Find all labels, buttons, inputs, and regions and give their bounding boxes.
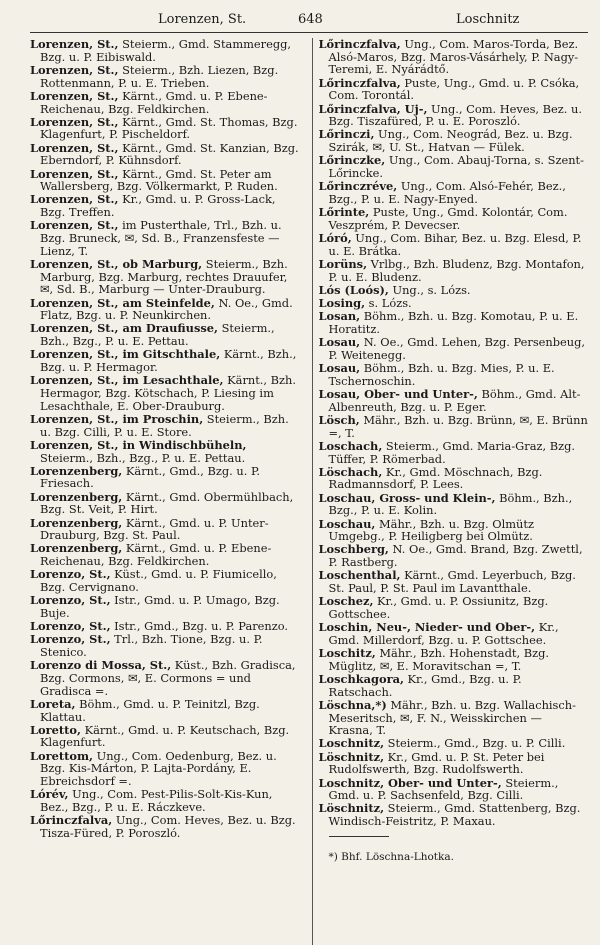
entry-details: Kr., Gmd. u. P. Gross-Lack, Bzg. Treffen. (40, 192, 276, 220)
gazetteer-entry (319, 310, 589, 335)
gazetteer-entry (30, 297, 300, 322)
gazetteer-entry (319, 180, 589, 205)
entry-place-name: Loschberg, (318, 542, 389, 557)
entry-details: Ung., Com. Maros-Torda, Bez. Alsó-Maros, Bzg. Maros-Vásárhely, P. Nagy-Teremi, E. Nyárádtő. (328, 38, 579, 77)
entry-details: Steierm., Bzh. Liezen, Bzg. Rottenmann, P. u. E. Trieben. (40, 62, 279, 90)
gazetteer-entry (319, 128, 589, 153)
entry-place-name: Losau, (318, 361, 361, 376)
entry-details: Kr., Gmd. u. P. St. Peter bei Rudolfswerth, Bzg. Rudolfswerth. (328, 749, 545, 777)
entry-place-name: Löschnitz, (318, 801, 385, 816)
entry-place-name: Lorenzen, St., (30, 166, 119, 181)
entry-details: Ung., Com. Abauj-Torna, s. Szent-Lőrincke. (328, 153, 584, 181)
columns (30, 38, 588, 945)
entry-place-name: Losau, Ober- und Unter-, (318, 386, 478, 401)
entry-place-name: Loschnitz, (318, 736, 385, 751)
gazetteer-entry (30, 219, 300, 257)
entry-place-name: Lorenzen, St., (30, 140, 119, 155)
entry-details: Böhm., Bzh. u. Bzg. Komotau, P. u. E. Horatitz. (328, 309, 579, 336)
gazetteer-entry (30, 439, 300, 464)
entry-details: Steierm., Gmd. Stattenberg, Bzg. Windisch-Feistritz, P. Maxau. (328, 801, 581, 829)
entry-place-name: Löschna,*) (318, 697, 387, 712)
gazetteer-entry (319, 518, 589, 543)
left-column (30, 38, 300, 945)
entry-place-name: Lorenzen, St., (30, 38, 119, 51)
gazetteer-entry (30, 465, 300, 490)
right-column (312, 38, 589, 945)
entry-place-name: Losau, (318, 335, 361, 350)
entry-place-name: Loschez, (318, 594, 374, 609)
entry-details: Kärnt., Gmd. St. Thomas, Bzg. Klagenfurt, P. Pischeldorf. (40, 114, 298, 142)
entry-details: Steierm., Bzh. u. Bzg. Cilli, P. u. E. Store. (40, 411, 289, 439)
entry-details: Ung., Com. Alsó-Fehér, Bez., Bzg., P. u. E. Nagy-Enyed. (328, 179, 566, 206)
gazetteer-entry (30, 633, 300, 658)
gazetteer-entry (319, 206, 589, 231)
gazetteer-entry (319, 737, 589, 750)
entry-details: Mähr., Bzh. u. Bzg. Brünn, ✉, E. Brünn =, T. (328, 412, 588, 440)
entry-details: Ung., Com. Pest-Pilis-Solt-Kis-Kun, Bez., Bzg., P. u. E. Ráczkeve. (40, 787, 273, 814)
entry-details: Kärnt., Bzh., Bzg. u. P. Hermagor. (40, 347, 297, 375)
gazetteer-entry (30, 750, 300, 788)
entry-details: Ung., Com. Heves, Bez. u. Bzg. Tisza-Füred, P. Poroszló. (40, 813, 296, 840)
entry-details: Puste, Ung., Gmd. u. P. Csóka, Com. Torontál. (328, 75, 580, 103)
entry-place-name: Loschau, Gross- und Klein-, (318, 490, 496, 505)
entry-details: Kr., Gmd. Millerdorf, Bzg. u. P. Gottschee. (328, 620, 559, 647)
entry-details: Istr., Gmd., Bzg. u. P. Parenzo. (110, 619, 289, 634)
entry-details: Steierm., Gmd. Stammeregg, Bzg. u. P. Eibiswald. (40, 38, 292, 64)
gazetteer-entry (319, 621, 589, 646)
entry-place-name: Löschnitz, (318, 749, 385, 764)
entry-place-name: Loschau, (318, 516, 376, 531)
entry-details: Vrlbg., Bzh. Bludenz, Bzg. Montafon, P. u. E. Bludenz. (328, 256, 585, 284)
gazetteer-entry (319, 569, 589, 594)
entry-details: Kärnt., Gmd. u. P. Ebene-Reichenau, Bzg. Feldkirchen. (40, 541, 272, 569)
entry-details: Mähr., Bzh. u. Bzg. Olmütz Umgebg., P. Heiligberg bei Olmütz. (328, 516, 534, 544)
gazetteer-entry (30, 193, 300, 218)
entry-place-name: Lorenzen, St., (30, 88, 119, 103)
entry-details: Steierm., Bzh. Marburg, Bzg. Marburg, rechtes Drauufer, ✉, Sd. B., Marburg — Unter-Drauburg. (40, 256, 288, 297)
entry-place-name: Lorüns, (318, 256, 368, 271)
gazetteer-entry (30, 116, 300, 141)
entry-place-name: Lóró, (318, 231, 352, 246)
gazetteer-entry (319, 647, 589, 672)
gazetteer-entry (30, 620, 300, 633)
gazetteer-entry (30, 698, 300, 723)
gazetteer-entry (30, 542, 300, 567)
entry-details: Trl., Bzh. Tione, Bzg. u. P. Stenico. (40, 632, 263, 660)
gazetteer-entry (319, 466, 589, 491)
gazetteer-entry (319, 673, 589, 698)
entry-details: Ung., Com. Oedenburg, Bez. u. Bzg. Kis-Márton, P. Lajta-Pordány, E. Ebreichsdorf =. (40, 748, 277, 789)
gazetteer-entry (319, 232, 589, 257)
entry-details: Mähr., Bzh. u. Bzg. Wallachisch-Meseritsch, ✉, F. N., Weisskirchen — Krasna, T. (328, 697, 576, 738)
entry-details: Kr., Gmd. u. P. Ossiunitz, Bzg. Gottschee. (328, 594, 549, 621)
entry-place-name: Lorenzo di Mossa, St., (30, 658, 172, 673)
gazetteer-entry (30, 64, 300, 89)
gazetteer-entry (319, 258, 589, 283)
header-right-catchword: Loschnitz (456, 12, 520, 27)
entry-details: Kärnt., Gmd. u. P. Ebene-Reichenau, Bzg. Feldkirchen. (40, 88, 268, 116)
entry-details: Böhm., Bzh., Bzg., P. u. E. Kolin. (328, 490, 573, 518)
header-rule (30, 32, 588, 33)
gazetteer-entry (319, 802, 589, 827)
entry-details: Kärnt., Gmd. u. P. Unter-Drauburg, Bzg. St. Paul. (40, 515, 269, 543)
entry-place-name: Loschach, (318, 438, 383, 453)
entry-place-name: Lórév, (30, 787, 69, 802)
entry-details: N. Oe., Gmd. Flatz, Bzg. u. P. Neunkirchen. (40, 295, 293, 323)
entry-details: Kärnt., Gmd. u. P. Keutschach, Bzg. Klagenfurt. (40, 722, 290, 750)
entry-details: Böhm., Gmd. Alt-Albenreuth, Bzg. u. P. Eger. (328, 386, 581, 414)
entry-details: Steierm., Gmd. u. P. Sachsenfeld, Bzg. Cilli. (328, 775, 559, 803)
entry-details: Ung., Com. Neográd, Bez. u. Bzg. Szirák, ✉, U. St., Hatvan — Fülek. (328, 127, 573, 155)
entry-place-name: Lorenzo, St., (30, 619, 111, 634)
entry-place-name: Lorenzen, St., (30, 218, 119, 233)
entry-details: Kärnt., Gmd. Leyerbuch, Bzg. St. Paul, P. St. Paul im Lavantthale. (328, 568, 576, 596)
entry-place-name: Lorenzen, St., (30, 62, 119, 77)
entry-details: s. Lózs. (365, 296, 412, 311)
entry-details: Kärnt., Gmd., Bzg. u. P. Friesach. (40, 463, 260, 491)
gazetteer-entry (319, 103, 589, 128)
entry-details: im Pusterthale, Trl., Bzh. u. Bzg. Bruneck, ✉, Sd. B., Franzensfeste — Lienz, T. (40, 218, 282, 258)
entry-place-name: Losing, (318, 296, 366, 311)
entry-place-name: Loretto, (30, 722, 81, 737)
gazetteer-entry (30, 90, 300, 115)
entry-details: Kärnt., Gmd. St. Peter am Wallersberg, Bzg. Völkermarkt, P. Ruden. (40, 166, 278, 194)
entry-details: N. Oe., Gmd. Brand, Bzg. Zwettl, P. Rastberg. (328, 542, 583, 570)
entry-place-name: Lorenzen, St., (30, 114, 119, 129)
gazetteer-entry (30, 168, 300, 193)
entry-place-name: Lorenzenberg, (30, 463, 123, 478)
gazetteer-entry (30, 724, 300, 749)
gazetteer-entry (30, 322, 300, 347)
gazetteer-entry (319, 751, 589, 776)
gazetteer-entry (30, 568, 300, 593)
entry-place-name: Lorenzo, St., (30, 567, 111, 582)
entry-place-name: Lőrinczke, (318, 153, 386, 168)
entry-details: Istr., Gmd. u. P. Umago, Bzg. Buje. (40, 593, 280, 620)
entry-place-name: Lorenzo, St., (30, 632, 111, 647)
entry-details: Küst., Bzh. Gradisca, Bzg. Cormons, ✉, E. Cormons = und Gradisca =. (40, 658, 296, 698)
gazetteer-entry (30, 594, 300, 619)
gazetteer-entry (30, 374, 300, 412)
entry-details: Kr., Gmd., Bzg. u. P. Ratschach. (328, 671, 522, 699)
entry-details: Kr., Gmd. Möschnach, Bzg. Radmannsdorf, P. Lees. (328, 464, 543, 492)
gazetteer-entry (319, 284, 589, 297)
entry-place-name: Lőrinczfalva, Uj-, (318, 101, 428, 116)
gazetteer-entry (319, 362, 589, 387)
entry-place-name: Lőrinczfalva, (318, 38, 401, 51)
entry-details: Ung., Com. Bihar, Bez. u. Bzg. Elesd, P. u. E. Brátka. (328, 231, 582, 258)
entry-details: N. Oe., Gmd. Lehen, Bzg. Persenbeug, P. Weitenegg. (328, 335, 586, 362)
gazetteer-entry (319, 388, 589, 413)
gazetteer-entry (30, 659, 300, 697)
entry-place-name: Loschkagora, (318, 671, 404, 686)
footnote: *) Bhf. Löschna-Lhotka. (328, 850, 454, 863)
header-left-catchword: Lorenzen, St. (158, 12, 247, 27)
entry-details: Kärnt., Bzh. Hermagor, Bzg. Kötschach, P. Liesing im Lesachthale, E. Ober-Drauburg. (40, 373, 297, 413)
entry-place-name: Lorenzo, St., (30, 593, 111, 608)
gazetteer-entry (30, 517, 300, 542)
entry-place-name: Löschach, (318, 464, 383, 479)
entry-place-name: Lorenzenberg, (30, 515, 123, 530)
gazetteer-entry (319, 777, 589, 802)
gazetteer-entry (319, 336, 589, 361)
entry-place-name: Lós (Loós), (318, 282, 389, 297)
gazetteer-entry (319, 38, 589, 76)
gazetteer-entry (319, 154, 589, 179)
entry-place-name: Losan, (318, 309, 361, 324)
entry-details: Steierm., Gmd., Bzg. u. P. Cilli. (384, 736, 566, 751)
entry-details: Steierm., Gmd. Maria-Graz, Bzg. Tüffer, P. Römerbad. (328, 438, 576, 466)
gazetteer-entry (319, 77, 589, 102)
entry-place-name: Loschin, Neu-, Nieder- und Ober-, (318, 620, 536, 635)
gazetteer-entry (30, 38, 300, 63)
entry-details: Ung., Com. Heves, Bez. u. Bzg. Tiszafüred, P. u. E. Poroszló. (328, 101, 582, 129)
gazetteer-entry (319, 297, 589, 310)
entry-details: Ung., s. Lózs. (388, 282, 471, 297)
entry-place-name: Loreta, (30, 696, 76, 711)
entry-details: Puste, Ung., Gmd. Kolontár, Com. Veszprém, P. Devecser. (328, 205, 568, 232)
entry-place-name: Loschenthal, (318, 568, 401, 583)
gazetteer-entry (319, 543, 589, 568)
gazetteer-entry (319, 699, 589, 737)
entry-place-name: Loschnitz, Ober- und Unter-, (318, 775, 502, 790)
gazetteer-entry (319, 414, 589, 439)
entry-place-name: Lorenzenberg, (30, 541, 123, 556)
entry-place-name: Lorenzen, St., im Gitschthale, (30, 347, 221, 362)
entry-place-name: Lorenzen, St., ob Marburg, (30, 256, 203, 271)
gazetteer-entry (30, 814, 300, 839)
entry-details: Steierm., Bzh., Bzg., P. u. E. Pettau. (40, 321, 275, 349)
entry-place-name: Lorenzen, St., am Draufiusse, (30, 321, 218, 336)
entry-place-name: Lőrinczi, (318, 127, 375, 142)
entry-place-name: Loschitz, (318, 646, 376, 661)
gazetteer-entry (30, 413, 300, 438)
entry-place-name: Lorenzen, St., (30, 192, 119, 207)
gazetteer-entry (319, 440, 589, 465)
entry-details: Küst., Gmd. u. P. Fiumicello, Bzg. Cervignano. (40, 567, 277, 595)
entry-place-name: Lorenzen, St., in Windischbüheln, (30, 437, 247, 452)
entry-place-name: Lorenzen, St., im Proschin, (30, 411, 204, 426)
entry-place-name: Lőrinczréve, (318, 179, 398, 194)
entry-place-name: Lorenzenberg, (30, 489, 123, 504)
entry-details: Mähr., Bzh. Hohenstadt, Bzg. Müglitz, ✉, E. Moravitschan =, T. (328, 646, 549, 673)
gazetteer-entry (30, 788, 300, 813)
gazetteer-entry (30, 348, 300, 373)
entry-details: Böhm., Gmd. u. P. Teinitzl, Bzg. Klattau. (40, 696, 260, 724)
entry-place-name: Lorenzen, St., im Lesachthale, (30, 373, 224, 388)
entry-place-name: Lőrinczfalva, (30, 813, 113, 828)
entry-place-name: Lorenzen, St., am Steinfelde, (30, 295, 215, 310)
gazetteer-entry (30, 142, 300, 167)
entry-place-name: Lorettom, (30, 748, 93, 763)
entry-details: Steierm., Bzh., Bzg., P. u. E. Pettau. (40, 450, 246, 465)
entry-place-name: Lőrinczfalva, (318, 75, 401, 90)
running-header (30, 6, 588, 34)
entry-place-name: Lösch, (318, 412, 360, 427)
gazetteer-entry (319, 492, 589, 517)
entry-details: Kärnt., Gmd. St. Kanzian, Bzg. Eberndorf, P. Kühnsdorf. (40, 140, 299, 168)
gazetteer-entry (30, 491, 300, 516)
entry-details: Kärnt., Gmd. Obermühlbach, Bzg. St. Veit, P. Hirt. (40, 489, 294, 517)
gazetteer-entry (30, 258, 300, 296)
gazetteer-entry (319, 595, 589, 620)
entry-details: Böhm., Bzh. u. Bzg. Mies, P. u. E. Tschernoschin. (328, 361, 555, 388)
page-number: 648 (298, 12, 323, 27)
entry-place-name: Lőrinte, (318, 205, 370, 220)
footnote-rule (329, 836, 389, 837)
